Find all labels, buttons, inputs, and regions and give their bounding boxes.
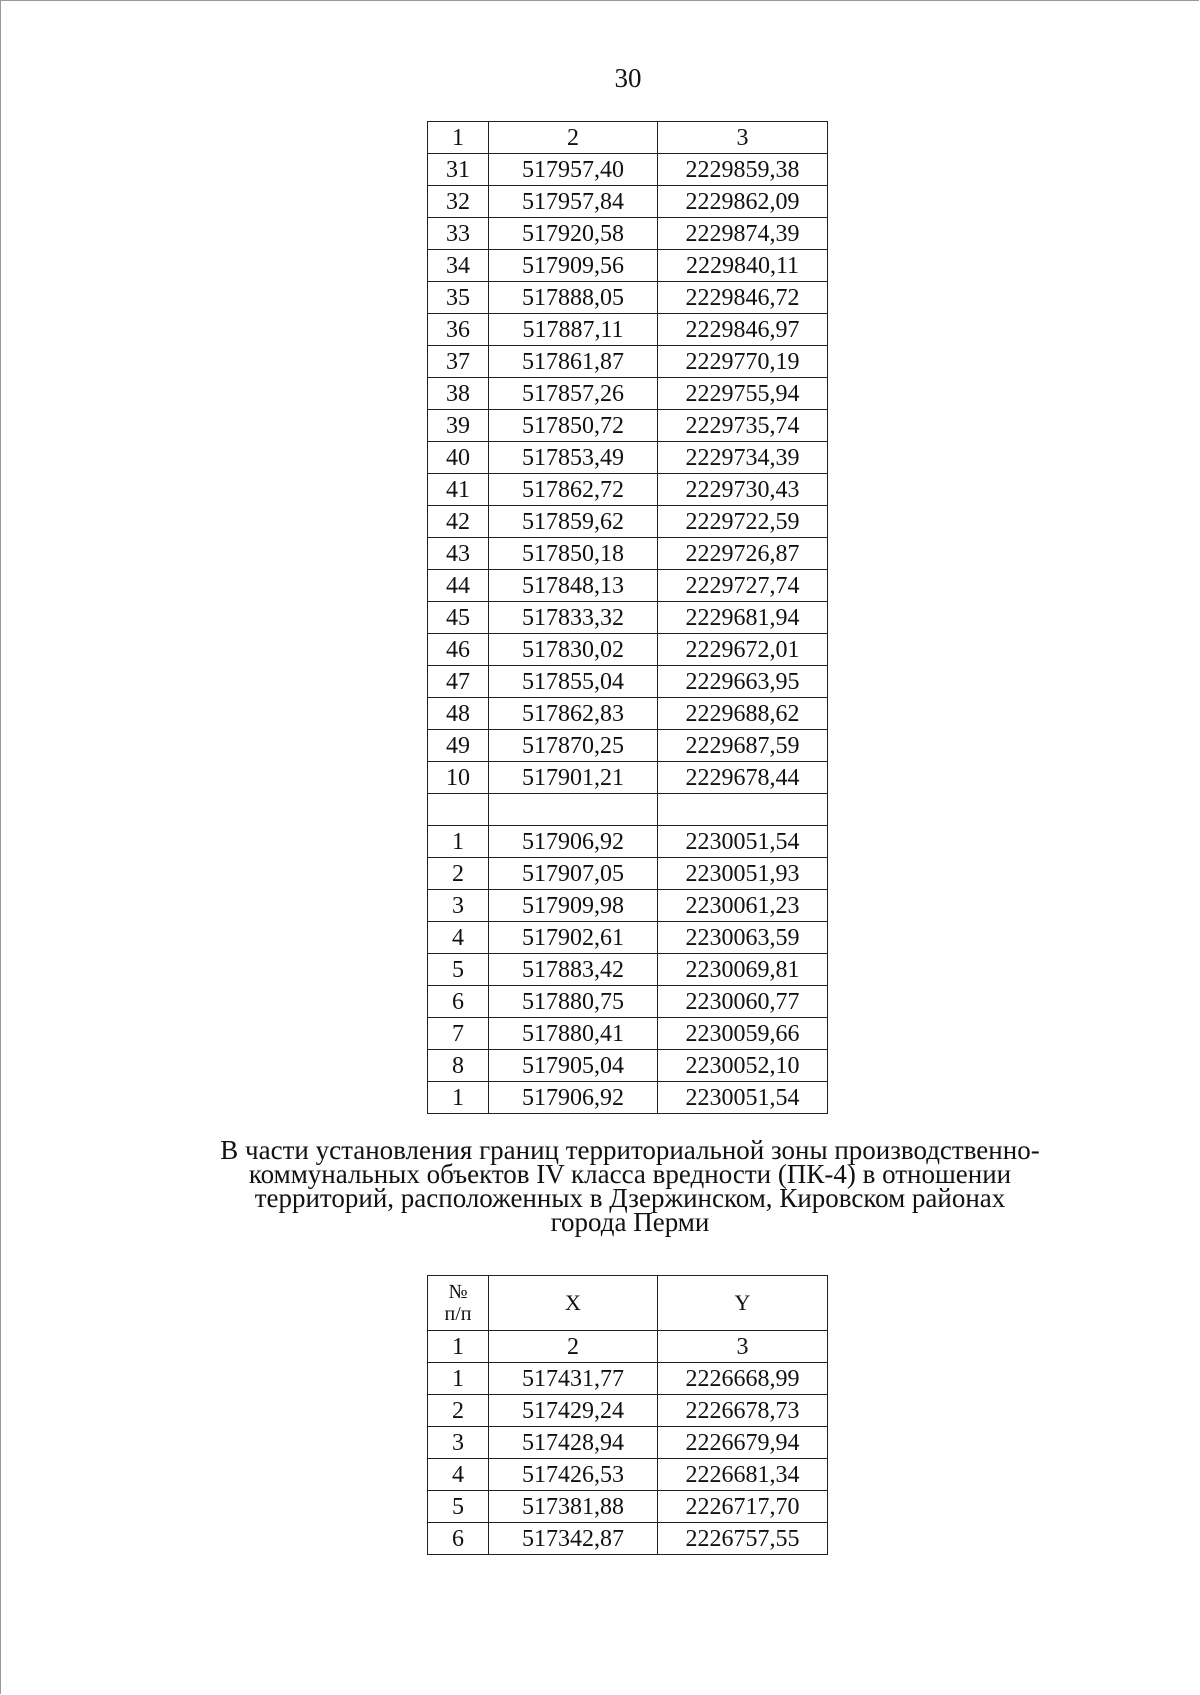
section-heading-line: В части установления границ территориальной зоны производственно-	[220, 1135, 1040, 1165]
table-row	[428, 474, 828, 506]
coordinates-table-bottom-body	[428, 1276, 828, 1555]
y-coordinate-cell: 2230052,10	[658, 1050, 828, 1082]
table-row	[428, 1082, 828, 1114]
point-number-cell: 6	[428, 1523, 489, 1555]
point-number-cell: 10	[428, 762, 489, 794]
x-coordinate-cell	[489, 794, 658, 826]
x-coordinate-cell: 517909,98	[489, 890, 658, 922]
point-number-cell: 5	[428, 1491, 489, 1523]
table-row	[428, 1363, 828, 1395]
x-coordinate-cell: 517957,84	[489, 186, 658, 218]
x-coordinate-cell: 517880,75	[489, 986, 658, 1018]
table-row	[428, 314, 828, 346]
column-number-row	[428, 1331, 828, 1363]
x-coordinate-cell: 517850,18	[489, 538, 658, 570]
x-coordinate-cell: 517848,13	[489, 570, 658, 602]
x-coordinate-cell: 517907,05	[489, 858, 658, 890]
y-coordinate-cell: 2229663,95	[658, 666, 828, 698]
table-row	[428, 1523, 828, 1555]
y-coordinate-cell: 2230061,23	[658, 890, 828, 922]
table-row	[428, 1395, 828, 1427]
x-coordinate-cell: 517855,04	[489, 666, 658, 698]
point-number-cell: 49	[428, 730, 489, 762]
y-coordinate-cell: 2230069,81	[658, 954, 828, 986]
x-coordinate-cell: 517381,88	[489, 1491, 658, 1523]
x-coordinate-cell: 517883,42	[489, 954, 658, 986]
y-coordinate-cell: 2229681,94	[658, 602, 828, 634]
table-row	[428, 1459, 828, 1491]
point-number-cell: 47	[428, 666, 489, 698]
x-coordinate-cell: 517857,26	[489, 378, 658, 410]
coordinates-table-bottom	[427, 1275, 828, 1555]
table-row	[428, 954, 828, 986]
table-row	[428, 826, 828, 858]
x-coordinate-cell: 517853,49	[489, 442, 658, 474]
table-row	[428, 986, 828, 1018]
point-number-cell: 33	[428, 218, 489, 250]
coordinates-table-top	[427, 121, 828, 1114]
column-number-cell: 3	[658, 1331, 828, 1363]
point-number-cell: 2	[428, 858, 489, 890]
y-coordinate-cell: 2229862,09	[658, 186, 828, 218]
table-row	[428, 1491, 828, 1523]
x-coordinate-cell: 517870,25	[489, 730, 658, 762]
x-coordinate-cell: 517830,02	[489, 634, 658, 666]
point-number-cell: 2	[428, 1395, 489, 1427]
point-number-cell: 48	[428, 698, 489, 730]
y-coordinate-cell: 2230051,93	[658, 858, 828, 890]
point-number-cell: 4	[428, 1459, 489, 1491]
point-number-cell: 40	[428, 442, 489, 474]
table-row	[428, 922, 828, 954]
point-number-cell: 44	[428, 570, 489, 602]
point-number-cell: 1	[428, 1363, 489, 1395]
table-row	[428, 410, 828, 442]
y-coordinate-cell: 2229722,59	[658, 506, 828, 538]
x-coordinate-cell: 517909,56	[489, 250, 658, 282]
point-number-cell: 4	[428, 922, 489, 954]
table-row	[428, 602, 828, 634]
column-number-row	[428, 122, 828, 154]
x-coordinate-cell: 517887,11	[489, 314, 658, 346]
section-heading-line: коммунальных объектов IV класса вредности (ПК-4) в отношении	[248, 1159, 1012, 1189]
table-row	[428, 794, 828, 826]
table-row	[428, 1050, 828, 1082]
y-coordinate-cell: 2229840,11	[658, 250, 828, 282]
point-number-cell	[428, 794, 489, 826]
point-number-cell: 35	[428, 282, 489, 314]
table-row	[428, 346, 828, 378]
y-coordinate-cell: 2230060,77	[658, 986, 828, 1018]
table-row	[428, 858, 828, 890]
table-row	[428, 378, 828, 410]
x-coordinate-cell: 517833,32	[489, 602, 658, 634]
x-coordinate-cell: 517426,53	[489, 1459, 658, 1491]
table-row	[428, 538, 828, 570]
point-number-cell: 7	[428, 1018, 489, 1050]
section-heading-line: города Перми	[550, 1207, 710, 1237]
x-coordinate-cell: 517880,41	[489, 1018, 658, 1050]
coordinates-table-top-body	[428, 122, 828, 1114]
point-number-cell: 31	[428, 154, 489, 186]
y-coordinate-cell: 2226681,34	[658, 1459, 828, 1491]
point-number-cell: 5	[428, 954, 489, 986]
y-coordinate-cell: 2226668,99	[658, 1363, 828, 1395]
point-number-cell: 37	[428, 346, 489, 378]
table-row	[428, 762, 828, 794]
x-coordinate-cell: 517431,77	[489, 1363, 658, 1395]
table-row	[428, 218, 828, 250]
y-coordinate-cell: 2229846,72	[658, 282, 828, 314]
x-coordinate-cell: 517920,58	[489, 218, 658, 250]
y-coordinate-cell: 2229735,74	[658, 410, 828, 442]
header-y-cell: Y	[658, 1276, 828, 1331]
header-number-symbol: №	[448, 1281, 468, 1303]
y-coordinate-cell: 2229730,43	[658, 474, 828, 506]
header-number-cell	[428, 1276, 489, 1331]
point-number-cell: 39	[428, 410, 489, 442]
x-coordinate-cell: 517905,04	[489, 1050, 658, 1082]
point-number-cell: 6	[428, 986, 489, 1018]
column-number-cell: 2	[489, 122, 658, 154]
table-row	[428, 1018, 828, 1050]
table-row	[428, 634, 828, 666]
y-coordinate-cell: 2229874,39	[658, 218, 828, 250]
x-coordinate-cell: 517888,05	[489, 282, 658, 314]
y-coordinate-cell: 2229727,74	[658, 570, 828, 602]
y-coordinate-cell: 2229678,44	[658, 762, 828, 794]
point-number-cell: 36	[428, 314, 489, 346]
x-coordinate-cell: 517859,62	[489, 506, 658, 538]
table-row	[428, 730, 828, 762]
y-coordinate-cell: 2226717,70	[658, 1491, 828, 1523]
table-row	[428, 506, 828, 538]
table-row	[428, 442, 828, 474]
x-coordinate-cell: 517862,72	[489, 474, 658, 506]
x-coordinate-cell: 517428,94	[489, 1427, 658, 1459]
table-row	[428, 570, 828, 602]
table-row	[428, 282, 828, 314]
point-number-cell: 34	[428, 250, 489, 282]
y-coordinate-cell: 2229859,38	[658, 154, 828, 186]
x-coordinate-cell: 517861,87	[489, 346, 658, 378]
y-coordinate-cell: 2229770,19	[658, 346, 828, 378]
x-coordinate-cell: 517906,92	[489, 1082, 658, 1114]
section-heading-line: территорий, расположенных в Дзержинском, Кировском районах	[254, 1183, 1006, 1213]
header-number-label: п/п	[444, 1303, 472, 1325]
point-number-cell: 45	[428, 602, 489, 634]
section-heading	[190, 1135, 1070, 1237]
x-coordinate-cell: 517850,72	[489, 410, 658, 442]
point-number-cell: 3	[428, 890, 489, 922]
column-number-cell: 1	[428, 122, 489, 154]
point-number-cell: 43	[428, 538, 489, 570]
x-coordinate-cell: 517957,40	[489, 154, 658, 186]
header-x-cell: X	[489, 1276, 658, 1331]
x-coordinate-cell: 517902,61	[489, 922, 658, 954]
y-coordinate-cell: 2230051,54	[658, 1082, 828, 1114]
x-coordinate-cell: 517429,24	[489, 1395, 658, 1427]
y-coordinate-cell: 2230063,59	[658, 922, 828, 954]
point-number-cell: 38	[428, 378, 489, 410]
y-coordinate-cell: 2226678,73	[658, 1395, 828, 1427]
column-number-cell: 1	[428, 1331, 489, 1363]
y-coordinate-cell: 2229846,97	[658, 314, 828, 346]
point-number-cell: 1	[428, 1082, 489, 1114]
table-row	[428, 154, 828, 186]
y-coordinate-cell: 2229672,01	[658, 634, 828, 666]
table-row	[428, 250, 828, 282]
page-number: 30	[614, 63, 642, 93]
point-number-cell: 46	[428, 634, 489, 666]
y-coordinate-cell: 2230059,66	[658, 1018, 828, 1050]
table-row	[428, 186, 828, 218]
table-row	[428, 698, 828, 730]
column-number-cell: 2	[489, 1331, 658, 1363]
point-number-cell: 41	[428, 474, 489, 506]
point-number-cell: 1	[428, 826, 489, 858]
table-row	[428, 890, 828, 922]
point-number-cell: 42	[428, 506, 489, 538]
y-coordinate-cell	[658, 794, 828, 826]
header-row	[428, 1276, 828, 1331]
table-row	[428, 1427, 828, 1459]
y-coordinate-cell: 2229688,62	[658, 698, 828, 730]
y-coordinate-cell: 2230051,54	[658, 826, 828, 858]
y-coordinate-cell: 2229755,94	[658, 378, 828, 410]
x-coordinate-cell: 517342,87	[489, 1523, 658, 1555]
point-number-cell: 32	[428, 186, 489, 218]
column-number-cell: 3	[658, 122, 828, 154]
y-coordinate-cell: 2226679,94	[658, 1427, 828, 1459]
point-number-cell: 8	[428, 1050, 489, 1082]
x-coordinate-cell: 517901,21	[489, 762, 658, 794]
y-coordinate-cell: 2226757,55	[658, 1523, 828, 1555]
y-coordinate-cell: 2229734,39	[658, 442, 828, 474]
y-coordinate-cell: 2229687,59	[658, 730, 828, 762]
y-coordinate-cell: 2229726,87	[658, 538, 828, 570]
table-row	[428, 666, 828, 698]
x-coordinate-cell: 517862,83	[489, 698, 658, 730]
point-number-cell: 3	[428, 1427, 489, 1459]
x-coordinate-cell: 517906,92	[489, 826, 658, 858]
